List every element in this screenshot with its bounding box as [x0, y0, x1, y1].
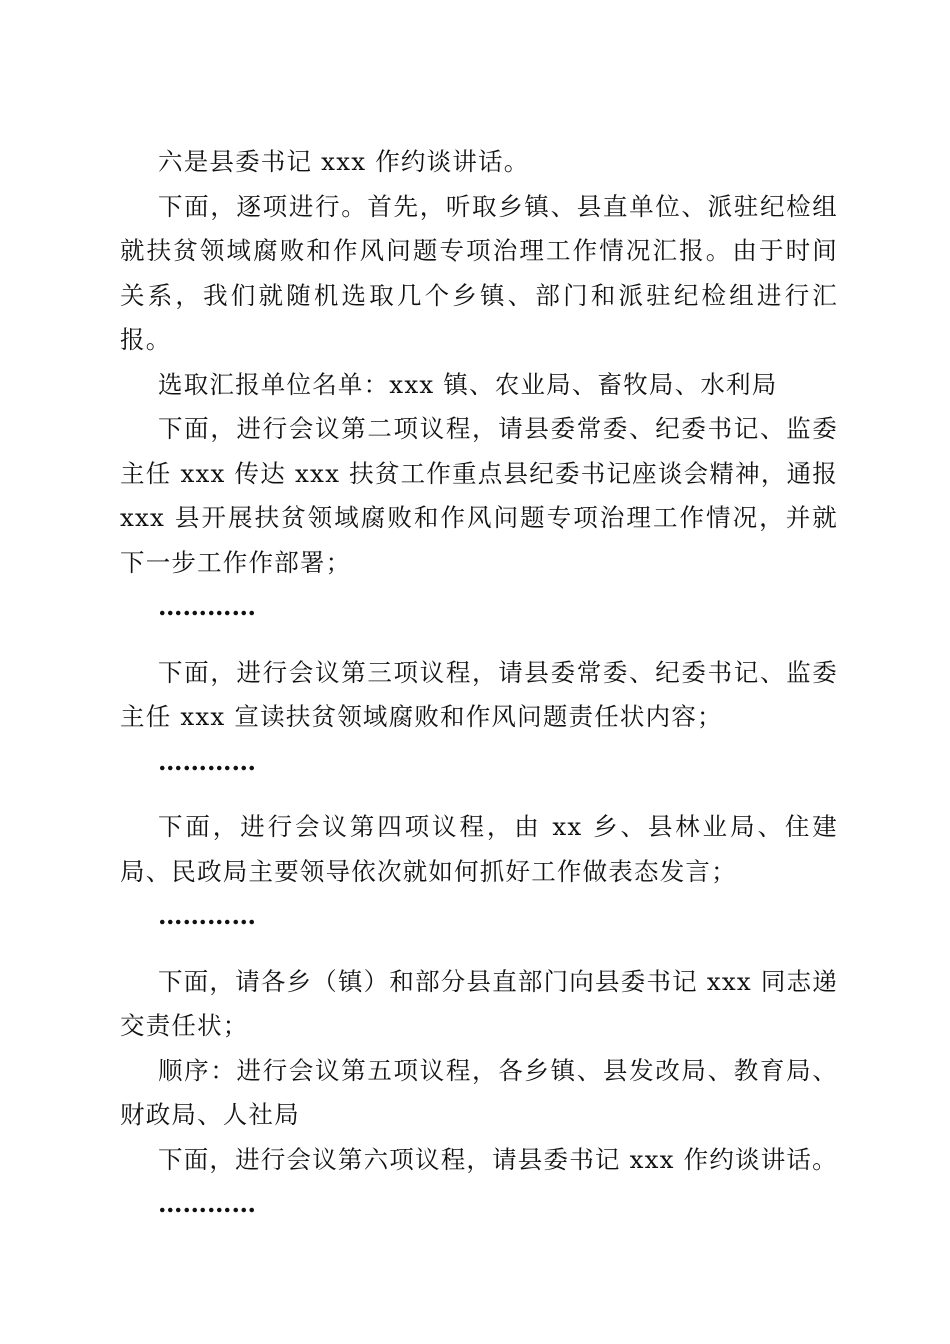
- paragraph-report-units: 选取汇报单位名单：xxx 镇、农业局、畜牧局、水利局: [158, 369, 778, 399]
- paragraph-agenda-6: 下面，进行会议第六项议程，请县委书记 xxx 作约谈讲话。: [158, 1144, 838, 1174]
- ellipsis-2: …………: [158, 746, 256, 776]
- paragraph-agenda-4: 下面，进行会议第四项议程，由 xx 乡、县林业局、住建局、民政局主要领导依次就如何抓好工作做表态发言；: [120, 812, 838, 886]
- spacer: [120, 784, 838, 805]
- ellipsis-3: …………: [158, 901, 256, 930]
- paragraph-report-intro: 下面，逐项进行。首先，听取乡镇、县直单位、派驻纪检组就扶贫领域腐败和作风问题专项治理工作情况汇报。由于时间关系，我们就随机选取几个乡镇、部门和派驻纪检组进行汇报。: [120, 191, 838, 354]
- paragraph-agenda-3: 下面，进行会议第三项议程，请县委常委、纪委书记、监委主任 xxx 宣读扶贫领域腐败和作风问题责任状内容；: [120, 657, 838, 731]
- paragraph-item-6-speech: 六是县委书记 xxx 作约谈讲话。: [158, 147, 530, 176]
- spacer: [120, 939, 838, 960]
- ellipsis-4: …………: [158, 1189, 256, 1218]
- ellipsis-1: …………: [158, 592, 256, 621]
- document-body: [120, 140, 838, 1227]
- spacer: [120, 630, 838, 651]
- paragraph-agenda-2: 下面，进行会议第二项议程，请县委常委、纪委书记、监委主任 xxx 传达 xxx 扶贫工作重点县纪委书记座谈会精神，通报 xxx 县开展扶贫领域腐败和作风问题专项治理工作情况，并就下一步工作作部署；: [120, 414, 838, 577]
- paragraph-agenda-5-order: 顺序：进行会议第五项议程，各乡镇、县发改局、教育局、财政局、人社局: [120, 1055, 838, 1129]
- paragraph-responsibility-letter: 下面，请各乡（镇）和部分县直部门向县委书记 xxx 同志递交责任状；: [120, 966, 838, 1040]
